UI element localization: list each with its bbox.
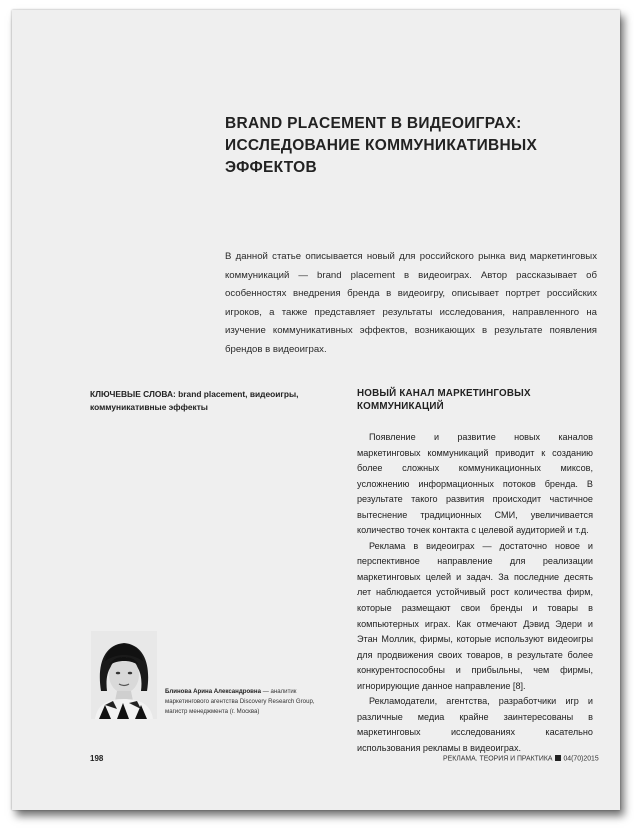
title-line-1: BRAND PLACEMENT В ВИДЕОИГРАХ: <box>225 115 522 132</box>
title-line-3: ЭФФЕКТОВ <box>225 159 317 176</box>
journal-page <box>12 10 620 810</box>
section-heading <box>357 387 587 413</box>
body-paragraph: Реклама в видеоиграх — достаточно новое и перспективное направление для реализации маркетинговых целей и задач. За последние десять лет наблюдается устойчивый рост количества фирм, которые размещают свои бренды и товары в компьютерных играх. Как отмечают Дэвид Эдери и Этан Моллик, фирмы, которые используют видеоигры для продвижения своих товаров, в результате более конкурентоспособны и прибыльны, чем фирмы, игнорирующие данное направление [8]. <box>357 540 593 691</box>
article-title <box>225 113 595 179</box>
author-photo <box>91 631 157 719</box>
journal-name: РЕКЛАМА. ТЕОРИЯ И ПРАКТИКА <box>443 755 553 763</box>
keywords-label: КЛЮЧЕВЫЕ СЛОВА: <box>90 389 176 399</box>
keywords <box>90 388 330 413</box>
section-body <box>357 430 593 756</box>
author-name: Блинова Арина Александровна <box>165 688 261 695</box>
author-portrait-icon <box>91 631 157 719</box>
title-line-2: ИССЛЕДОВАНИЕ КОММУНИКАТИВНЫХ <box>225 137 538 154</box>
article-abstract: В данной статье описывается новый для российского рынка вид маркетинговых коммуникаций — brand placement в видеоиграх. Автор рассказывает об особенностях внедрения бренда в видеоигру, описывает портрет российских игроков, а также представляет результаты исследования, направленного на изучение коммуникативных эффектов, возникающих в результате появления брендов в видеоиграх. <box>225 251 597 355</box>
author-info <box>165 687 335 717</box>
section-heading-line-1: НОВЫЙ КАНАЛ МАРКЕТИНГОВЫХ <box>357 388 531 399</box>
body-paragraph: Появление и развитие новых каналов маркетинговых коммуникаций приводит к созданию более сложных коммуникационных миксов, усложнению информационных потоков бренда. В результате такого развития происходит частичное вытеснение традиционных СМИ, увеличивается количество точек контакта с целевой аудиторией и т.д. <box>357 432 593 536</box>
black-square-icon <box>555 755 561 761</box>
page-number: 198 <box>90 754 104 763</box>
journal-footer <box>443 755 599 763</box>
body-paragraph: Рекламодатели, агентства, разработчики игр и различные медиа крайне заинтересованы в маркетинговых исследованиях касательно использования рекламы в видеоиграх. <box>357 696 593 753</box>
author-description: — аналитик маркетингового агентства Discovery Research Group, магистр менеджмента (г. Москва) <box>165 688 315 715</box>
keywords-list: brand placement, видеоигры, коммуникативные эффекты <box>90 389 299 412</box>
journal-issue: 04(70)2015 <box>563 755 599 763</box>
section-heading-line-2: КОММУНИКАЦИЙ <box>357 401 444 412</box>
